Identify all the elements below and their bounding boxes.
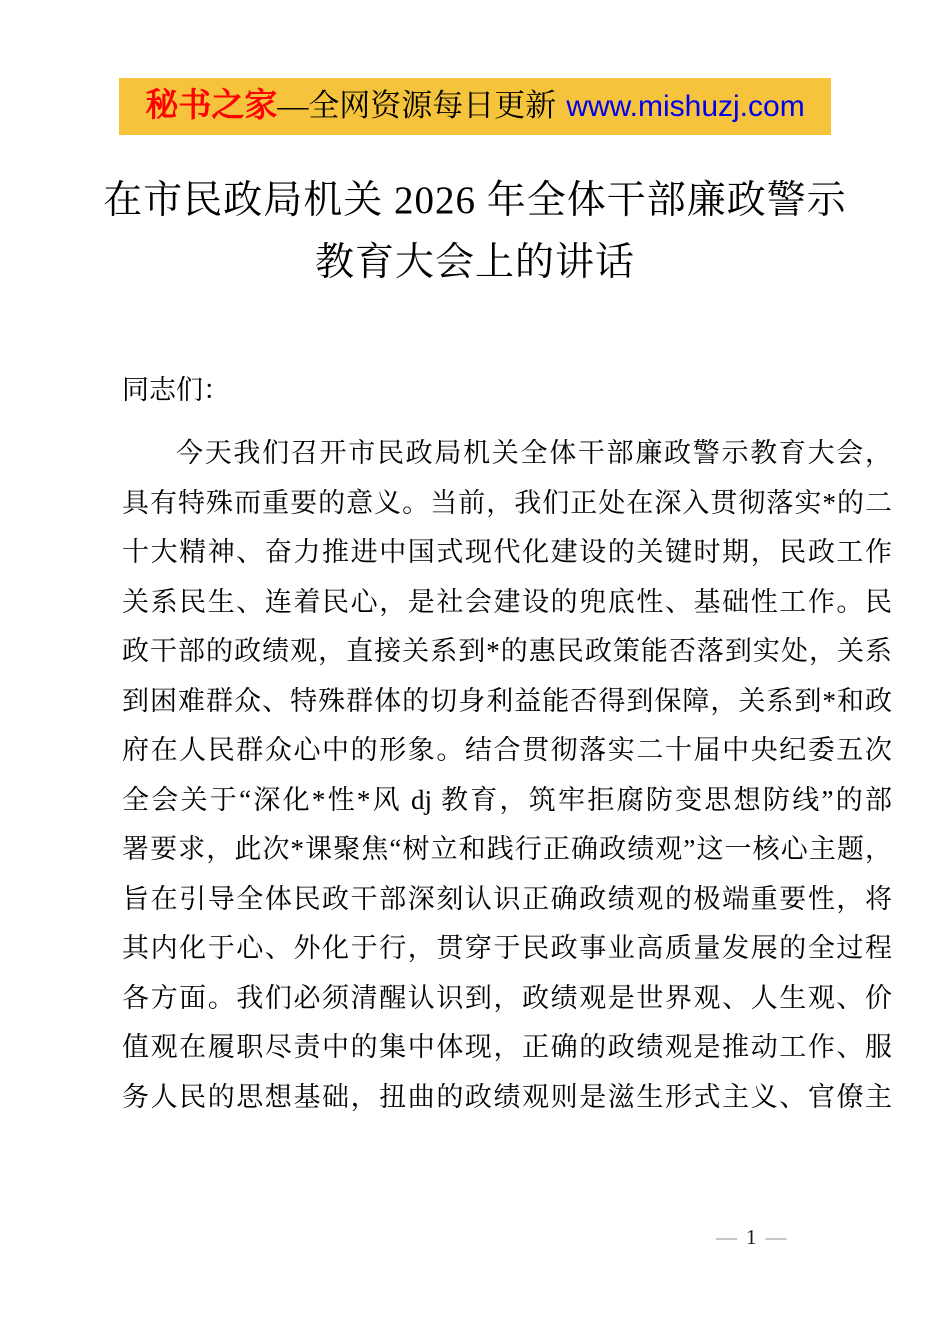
header-highlight — [119, 78, 830, 135]
page-number-footer — [716, 1227, 787, 1248]
paragraph-line: 关系民生、连着民心，是社会建设的兜底性、基础性工作。民 — [122, 586, 892, 617]
footer-dash-left: — — [716, 1225, 737, 1249]
site-url-link[interactable]: www.mishuzj.com — [566, 90, 805, 123]
paragraph-line: 到困难群众、特殊群体的切身利益能否得到保障，关系到*和政 — [122, 685, 892, 716]
paragraph-line: 全会关于“深化*性*风 dj 教育，筑牢拒腐防变思想防线”的部 — [122, 784, 892, 815]
title-line-2: 教育大会上的讲话 — [314, 241, 635, 284]
header-tagline: —全网资源每日更新 — [277, 88, 557, 123]
header-banner — [0, 78, 950, 135]
paragraph-line: 各方面。我们必须清醒认识到，政绩观是世界观、人生观、价 — [122, 982, 892, 1013]
paragraph-line: 值观在履职尽责中的集中体现，正确的政绩观是推动工作、服 — [122, 1032, 892, 1062]
site-name: 秘书之家 — [145, 88, 278, 124]
document-title — [0, 170, 950, 294]
paragraph-line: 今天我们召开市民政局机关全体干部廉政警示教育大会， — [176, 438, 892, 468]
paragraph-line: 政干部的政绩观，直接关系到*的惠民政策能否落到实处，关系 — [122, 636, 892, 666]
paragraph-line: 府在人民群众心中的形象。结合贯彻落实二十届中央纪委五次 — [122, 735, 892, 765]
paragraph-line: 署要求，此次*课聚焦“树立和践行正确政绩观”这一核心主题， — [122, 834, 892, 864]
paragraph-line: 务人民的思想基础，扭曲的政绩观则是滋生形式主义、官僚主 — [122, 1081, 892, 1112]
title-line-1: 在市民政局机关 2026 年全体干部廉政警示 — [103, 179, 847, 222]
paragraph-line: 其内化于心、外化于行，贯穿于民政事业高质量发展的全过程 — [122, 933, 892, 963]
salutation: 同志们： — [122, 375, 230, 405]
body-paragraph — [122, 429, 892, 1122]
paragraph-line: 十大精神、奋力推进中国式现代化建设的关键时期，民政工作 — [122, 537, 892, 567]
paragraph-line: 具有特殊而重要的意义。当前，我们正处在深入贯彻落实*的二 — [122, 487, 892, 518]
paragraph-line: 旨在引导全体民政干部深刻认识正确政绩观的极端重要性，将 — [122, 883, 892, 914]
footer-dash-right: — — [765, 1225, 787, 1249]
page-number: 1 — [746, 1225, 757, 1249]
